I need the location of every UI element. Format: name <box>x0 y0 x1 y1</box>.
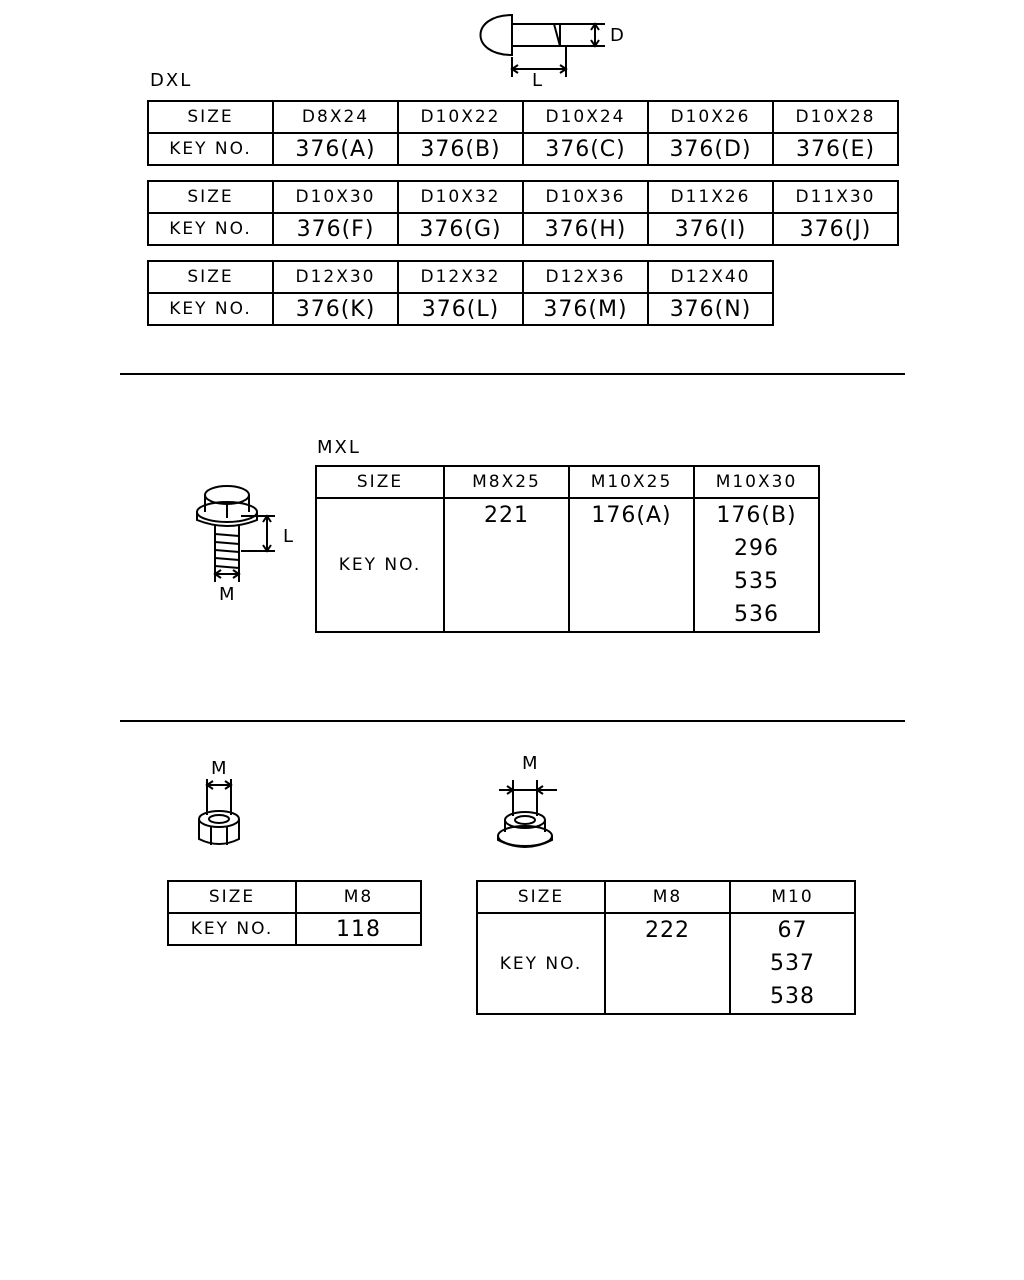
key-no-value: 537 <box>770 951 815 976</box>
key-no-cell <box>444 498 569 632</box>
key-no-cell <box>605 913 730 1014</box>
size-label: SIZE <box>477 881 605 913</box>
size-label: SIZE <box>148 181 273 213</box>
key-no-value: 221 <box>484 503 529 528</box>
bolt-dim-l-label: L <box>283 526 296 547</box>
key-no-value: 176(B) <box>716 503 797 528</box>
rivet-head <box>481 15 513 55</box>
size-cell: D8X24 <box>273 101 398 133</box>
key-no-value: 296 <box>734 536 779 561</box>
key-no-label: KEY NO. <box>148 213 273 245</box>
dxl-title: DXL <box>150 70 193 91</box>
flange-nut-dim-m-label: M <box>522 753 540 774</box>
dim-l-label: L <box>532 70 545 91</box>
size-cell: D12X32 <box>398 261 523 293</box>
key-no-label: KEY NO. <box>477 913 605 1014</box>
flange-nut-drawing <box>495 770 565 860</box>
section-divider <box>120 720 905 722</box>
key-no-cell: 376(D) <box>648 133 773 165</box>
key-no-label: KEY NO. <box>168 913 296 945</box>
nut-dim-m-label: M <box>211 758 229 779</box>
size-label: SIZE <box>148 261 273 293</box>
size-cell: D11X26 <box>648 181 773 213</box>
key-no-cell: 118 <box>296 913 421 945</box>
mxl-table <box>315 465 820 633</box>
size-cell: D12X36 <box>523 261 648 293</box>
size-cell: M10X30 <box>694 466 819 498</box>
key-no-cell: 376(M) <box>523 293 648 325</box>
key-no-cell: 376(F) <box>273 213 398 245</box>
key-no-cell: 376(I) <box>648 213 773 245</box>
size-label: SIZE <box>168 881 296 913</box>
size-cell: D10X26 <box>648 101 773 133</box>
nut-hole <box>209 815 229 823</box>
size-cell: M8X25 <box>444 466 569 498</box>
size-label: SIZE <box>316 466 444 498</box>
dxl-table-2 <box>147 180 899 246</box>
key-no-cell: 376(L) <box>398 293 523 325</box>
rivet-drawing <box>470 5 640 90</box>
dxl-table-3 <box>147 260 774 326</box>
key-no-cell: 376(C) <box>523 133 648 165</box>
size-cell: D10X30 <box>273 181 398 213</box>
key-no-value: 538 <box>770 984 815 1009</box>
mxl-title: MXL <box>317 437 361 458</box>
key-no-value: 176(A) <box>591 503 672 528</box>
key-no-label: KEY NO. <box>148 133 273 165</box>
size-cell: D12X30 <box>273 261 398 293</box>
key-no-cell <box>694 498 819 632</box>
dxl-table-1 <box>147 100 899 166</box>
key-no-cell: 376(E) <box>773 133 898 165</box>
size-cell: D10X28 <box>773 101 898 133</box>
nut-hole <box>515 816 535 824</box>
key-no-label: KEY NO. <box>148 293 273 325</box>
size-cell: D12X40 <box>648 261 773 293</box>
size-label: SIZE <box>148 101 273 133</box>
key-no-cell: 376(J) <box>773 213 898 245</box>
bolt-dim-m-label: M <box>219 584 237 605</box>
key-no-cell: 376(A) <box>273 133 398 165</box>
key-no-value: 536 <box>734 602 779 627</box>
key-no-label: KEY NO. <box>316 498 444 632</box>
key-no-value: 67 <box>777 918 808 943</box>
size-cell: D10X24 <box>523 101 648 133</box>
hex-nut-table <box>167 880 422 946</box>
size-cell: D10X22 <box>398 101 523 133</box>
key-no-cell <box>569 498 694 632</box>
key-no-value: 535 <box>734 569 779 594</box>
size-cell: M10X25 <box>569 466 694 498</box>
key-no-cell: 376(K) <box>273 293 398 325</box>
bolt-shank <box>215 525 239 570</box>
size-cell: M8 <box>296 881 421 913</box>
size-cell: M8 <box>605 881 730 913</box>
key-no-value: 222 <box>645 918 690 943</box>
hex-nut-drawing <box>190 775 250 855</box>
size-cell: D10X32 <box>398 181 523 213</box>
flange-nut-table <box>476 880 856 1015</box>
size-cell: D11X30 <box>773 181 898 213</box>
key-no-cell: 376(H) <box>523 213 648 245</box>
key-no-cell <box>730 913 855 1014</box>
size-cell: D10X36 <box>523 181 648 213</box>
key-no-cell: 376(B) <box>398 133 523 165</box>
rivet-shank <box>512 24 560 46</box>
dim-d-label: D <box>610 25 626 46</box>
size-cell: M10 <box>730 881 855 913</box>
section-divider <box>120 373 905 375</box>
key-no-cell: 376(N) <box>648 293 773 325</box>
key-no-cell: 376(G) <box>398 213 523 245</box>
